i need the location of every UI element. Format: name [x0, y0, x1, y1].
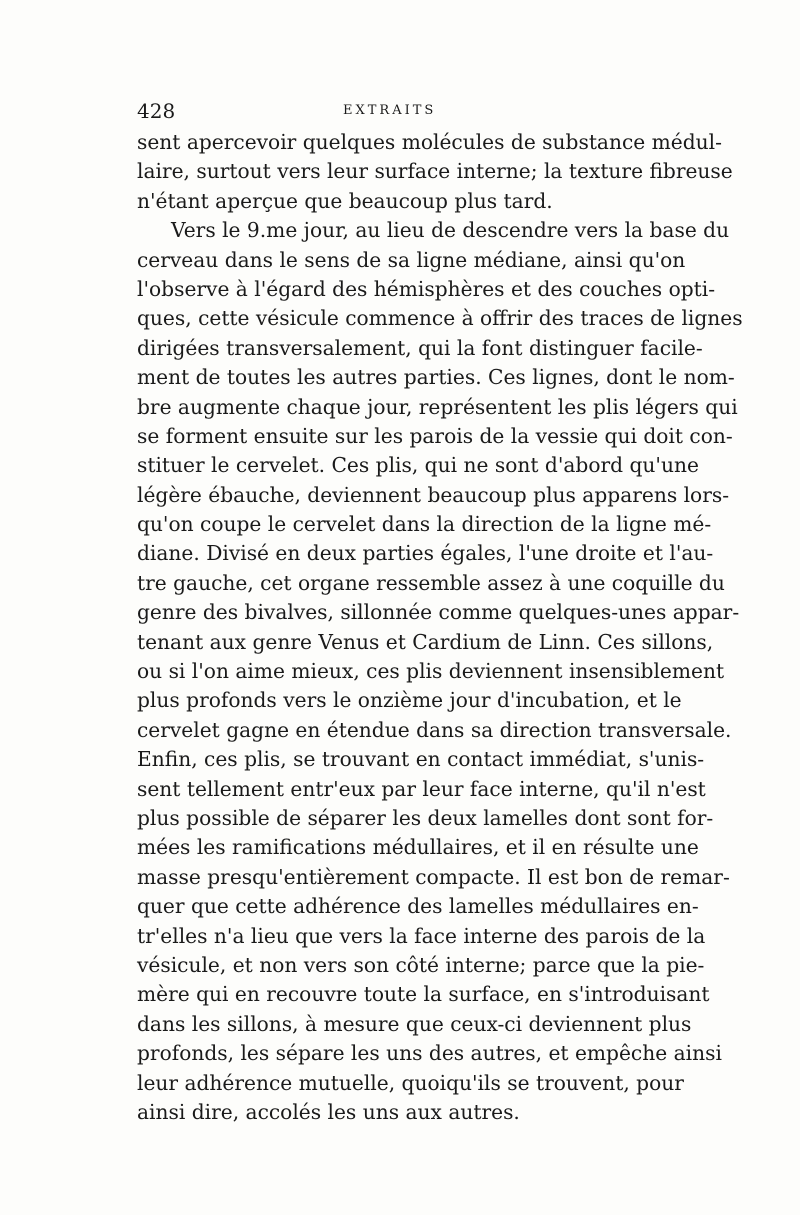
- text-line: genre des bivalves, sillonnée comme quelques-unes appar-: [137, 600, 740, 625]
- text-line: plus profonds vers le onzième jour d'incubation, et le: [137, 688, 682, 713]
- text-line: quer que cette adhérence des lamelles médullaires en-: [137, 894, 699, 919]
- text-line: légère ébauche, deviennent beaucoup plus apparens lors-: [137, 482, 730, 507]
- text-line: profonds, les sépare les uns des autres, et empêche ainsi: [137, 1041, 722, 1066]
- text-line: tenant aux genre Venus et Cardium de Linn. Ces sillons,: [137, 629, 714, 654]
- text-line: laire, surtout vers leur surface interne; la texture fibreuse: [137, 159, 733, 184]
- text-line: stituer le cervelet. Ces plis, qui ne sont d'abord qu'une: [137, 453, 699, 478]
- text-line: sent tellement entr'eux par leur face interne, qu'il n'est: [137, 776, 706, 801]
- text-line: ainsi dire, accolés les uns aux autres.: [137, 1099, 520, 1124]
- text-line: leur adhérence mutuelle, quoiqu'ils se trouvent, pour: [137, 1070, 684, 1095]
- text-line: bre augmente chaque jour, représentent les plis légers qui: [137, 394, 738, 419]
- text-line: dirigées transversalement, qui la font distinguer facile-: [137, 335, 703, 360]
- text-line: mère qui en recouvre toute la surface, en s'introduisant: [137, 982, 710, 1007]
- text-line: ou si l'on aime mieux, ces plis deviennent insensiblement: [137, 659, 725, 684]
- text-line: l'observe à l'égard des hémisphères et des couches opti-: [137, 276, 716, 301]
- text-line: qu'on coupe le cervelet dans la direction de la ligne mé-: [137, 512, 712, 537]
- text-line: masse presqu'entièrement compacte. Il est bon de remar-: [137, 864, 730, 889]
- text-line: n'étant aperçue que beaucoup plus tard.: [137, 188, 553, 213]
- text-line: Vers le 9.me jour, au lieu de descendre vers la base du: [171, 218, 730, 243]
- text-line: cerveau dans le sens de sa ligne médiane, ainsi qu'on: [137, 247, 686, 272]
- body-text: [137, 128, 743, 1127]
- text-line: diane. Divisé en deux parties égales, l'une droite et l'au-: [137, 541, 714, 566]
- running-head: [137, 99, 667, 123]
- page-number: 428: [137, 99, 176, 123]
- text-line: tr'elles n'a lieu que vers la face interne des parois de la: [137, 923, 706, 948]
- text-line: dans les sillons, à mesure que ceux-ci deviennent plus: [137, 1011, 692, 1036]
- text-line: mées les ramifications médullaires, et il en résulte une: [137, 835, 699, 860]
- text-line: Enfin, ces plis, se trouvant en contact immédiat, s'unis-: [137, 747, 705, 772]
- text-line: cervelet gagne en étendue dans sa direction transversale.: [137, 717, 732, 742]
- text-line: plus possible de séparer les deux lamelles dont sont for-: [137, 805, 714, 830]
- text-line: sent apercevoir quelques molécules de substance médul-: [137, 130, 722, 154]
- running-title: EXTRAITS: [343, 103, 437, 118]
- text-line: vésicule, et non vers son côté interne; parce que la pie-: [137, 952, 705, 977]
- text-line: tre gauche, cet organe ressemble assez à une coquille du: [137, 570, 725, 595]
- text-line: se forment ensuite sur les parois de la vessie qui doit con-: [137, 423, 733, 448]
- text-line: ment de toutes les autres parties. Ces lignes, dont le nom-: [137, 365, 735, 390]
- text-line: ques, cette vésicule commence à offrir des traces de lignes: [137, 306, 743, 331]
